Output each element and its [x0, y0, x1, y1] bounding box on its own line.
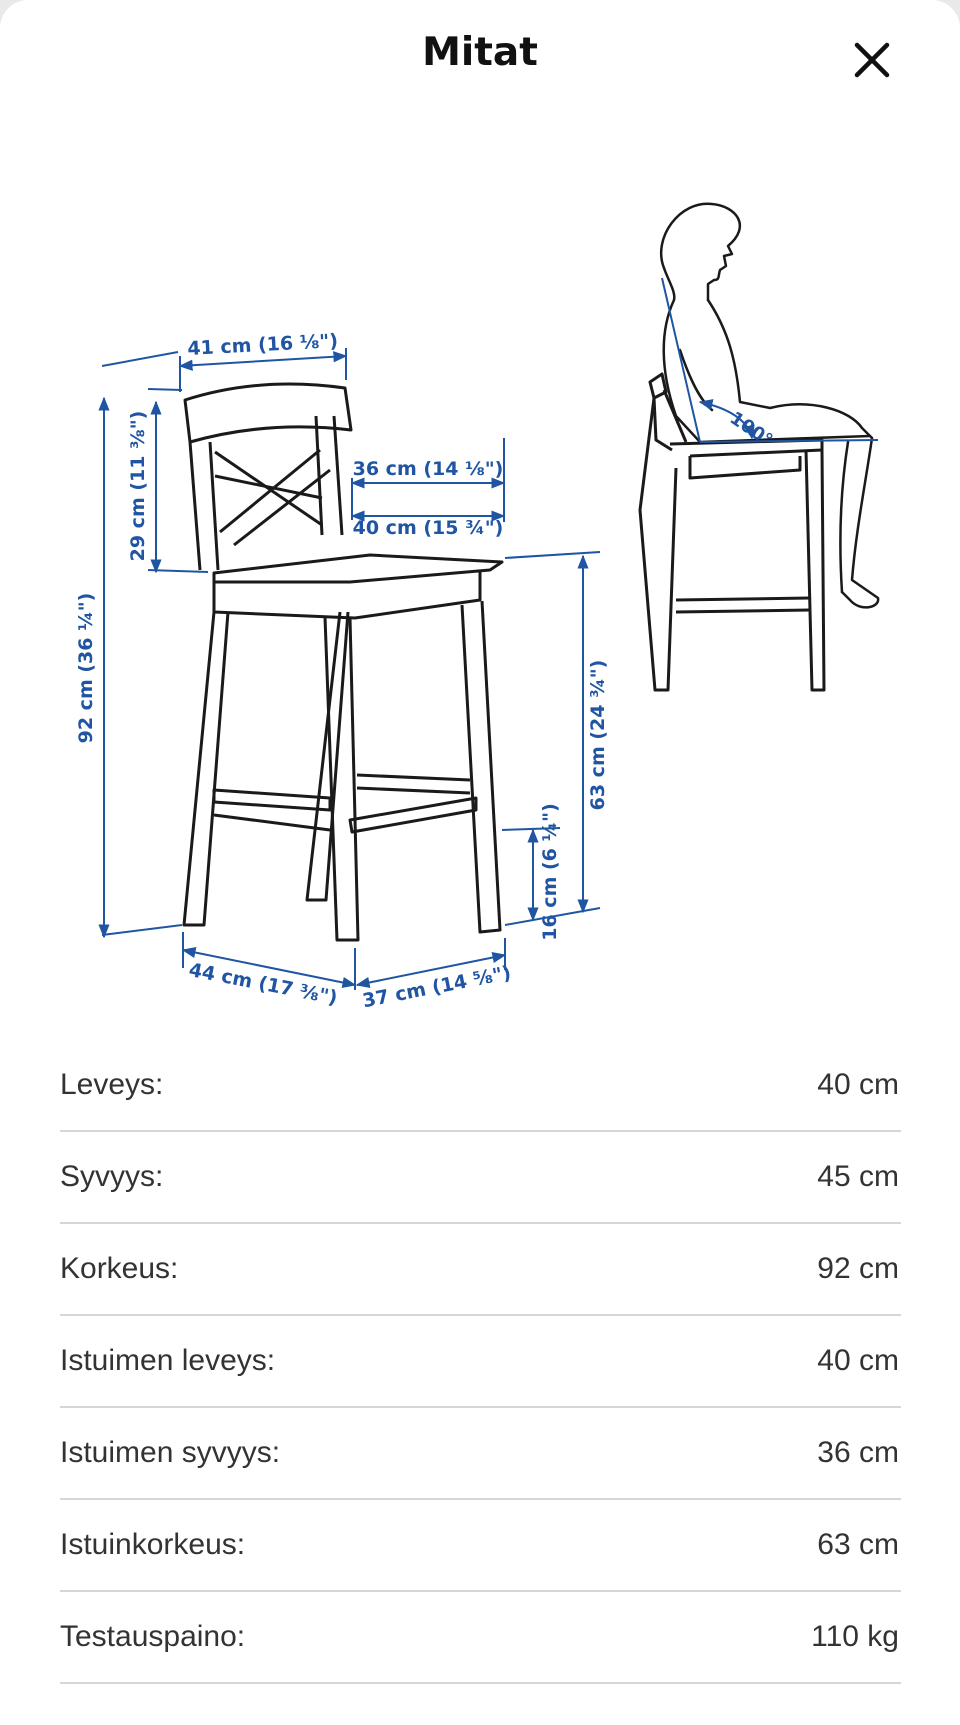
close-button[interactable]: [846, 34, 898, 86]
spec-label: Syvyys:: [60, 1160, 164, 1193]
spec-value: 40 cm: [817, 1068, 899, 1101]
specs-list: [60, 1040, 901, 1684]
spec-row-depth: [60, 1132, 901, 1224]
sheet-header: [0, 0, 960, 120]
spec-row-width: [60, 1040, 901, 1132]
spec-row-height: [60, 1224, 901, 1316]
spec-row-seat-depth: [60, 1408, 901, 1500]
angle-label: 100°: [725, 407, 777, 452]
spec-label: Korkeus:: [60, 1252, 179, 1285]
close-icon: [853, 41, 891, 79]
spec-value: 92 cm: [817, 1252, 899, 1285]
spec-value: 40 cm: [817, 1344, 899, 1377]
dim-seat-width: 40 cm (15 ¾"): [352, 517, 504, 539]
dim-footrest-height: 16 cm (6 ¼"): [539, 803, 561, 941]
dim-total-height: 92 cm (36 ¼"): [75, 592, 97, 744]
spec-label: Leveys:: [60, 1068, 164, 1101]
dim-base-depth: 44 cm (17 ⅜"): [187, 958, 340, 1010]
spec-row-test-weight: [60, 1592, 901, 1684]
dim-backrest-width: 41 cm (16 ⅛"): [186, 330, 339, 360]
bar-stool-drawing: [0, 180, 960, 1040]
spec-label: Istuinkorkeus:: [60, 1528, 246, 1561]
spec-label: Testauspaino:: [60, 1620, 246, 1653]
dim-backrest-height: 29 cm (11 ⅜"): [127, 410, 149, 562]
seated-person-figure: [661, 204, 878, 608]
dim-base-width: 37 cm (14 ⅝"): [360, 961, 513, 1013]
angle-lines: [662, 278, 878, 442]
dimensions-diagram: [0, 180, 960, 1040]
dim-seat-depth: 36 cm (14 ⅛"): [352, 458, 504, 480]
spec-label: Istuimen syvyys:: [60, 1436, 281, 1469]
spec-row-seat-width: [60, 1316, 901, 1408]
page-title: Mitat: [422, 30, 538, 75]
spec-value: 63 cm: [817, 1528, 899, 1561]
dim-seat-height: 63 cm (24 ¾"): [587, 659, 609, 811]
spec-value: 45 cm: [817, 1160, 899, 1193]
spec-row-seat-height: [60, 1500, 901, 1592]
spec-value: 110 kg: [811, 1620, 899, 1653]
spec-value: 36 cm: [817, 1436, 899, 1469]
spec-label: Istuimen leveys:: [60, 1344, 276, 1377]
